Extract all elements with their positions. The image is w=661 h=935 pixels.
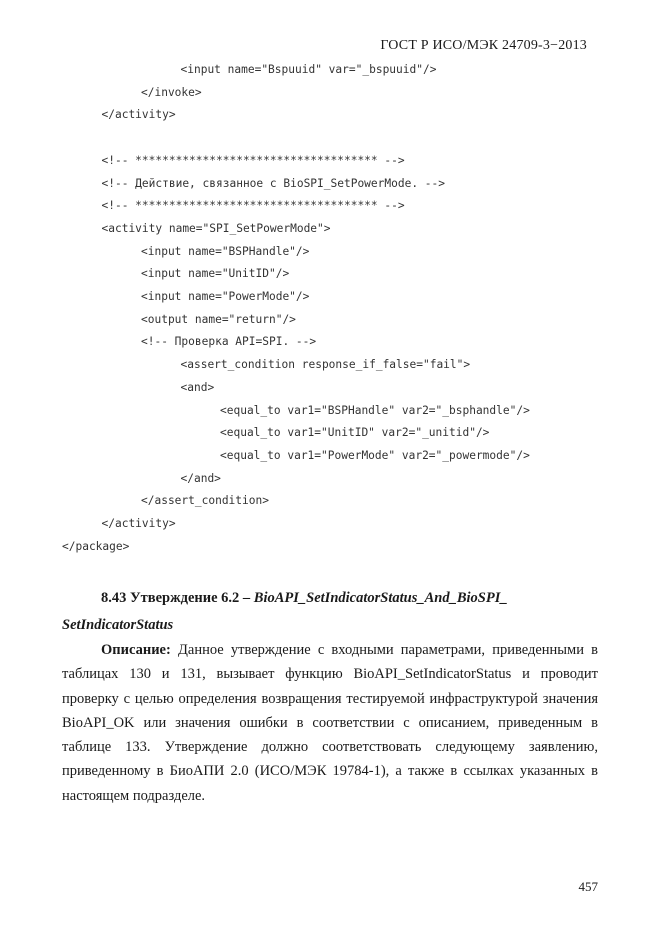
- code-line: </activity>: [101, 517, 176, 530]
- code-line: </package>: [62, 539, 130, 553]
- code-line: <input name="PowerMode"/>: [141, 290, 310, 303]
- page-number: 457: [578, 879, 598, 894]
- section-function-name: BioAPI_SetIndicatorStatus_And_BioSPI_: [253, 590, 508, 606]
- code-line: <!-- Проверка API=SPI. -->: [141, 335, 317, 349]
- code-line: <input name="Bspuuid" var="_bspuuid"/>: [180, 63, 437, 76]
- code-line: </and>: [180, 471, 221, 485]
- code-line: <input name="UnitID"/>: [141, 267, 290, 281]
- code-line: <input name="BSPHandle"/>: [141, 244, 310, 258]
- code-line: <activity name="SPI_SetPowerMode">: [101, 221, 331, 235]
- section-heading: [62, 585, 598, 639]
- code-line: <!-- ************************************ -->: [101, 153, 405, 167]
- description-label: Описание:: [101, 642, 171, 658]
- code-line: <equal_to var1="UnitID" var2="_unitid"/>: [220, 426, 490, 440]
- section-number-title: 8.43 Утверждение 6.2 –: [101, 590, 254, 606]
- code-line: </invoke>: [141, 85, 202, 99]
- description-text: Данное утверждение с входными параметрами, приведенными в таблицах 130 и 131, вызывает функцию BioAPI_SetIndicatorStatus и проводит проверку с целью определения возвращения тестируемой инфраструктурой значения BioAPI_OK или значения ошибки в соответствии с описанием, приведенным в таблице 133. Утверждение должно соответствовать следующему заявлению, приведенному в БиоАПИ 2.0 (ИСО/МЭК 19784-1), а также в ссылках указанных в настоящем подразделе.: [62, 642, 598, 804]
- code-line: </assert_condition>: [141, 494, 269, 508]
- code-line: <assert_condition response_if_false="fail">: [180, 358, 471, 372]
- code-line: <!-- ************************************ -->: [101, 199, 405, 213]
- code-line: <and>: [180, 380, 215, 394]
- code-line: <equal_to var1="PowerMode" var2="_powermode"/>: [220, 448, 530, 462]
- code-line: <!-- Действие, связанное с BioSPI_SetPowerMode. -->: [101, 176, 446, 190]
- code-line: <equal_to var1="BSPHandle" var2="_bsphandle"/>: [220, 403, 530, 417]
- page-header: ГОСТ Р ИСО/МЭК 24709-3−2013: [380, 38, 587, 53]
- code-line: </activity>: [101, 108, 176, 122]
- code-line: <output name="return"/>: [141, 312, 296, 326]
- section-function-name-cont: SetIndicatorStatus: [62, 617, 174, 633]
- description-paragraph: [62, 638, 598, 808]
